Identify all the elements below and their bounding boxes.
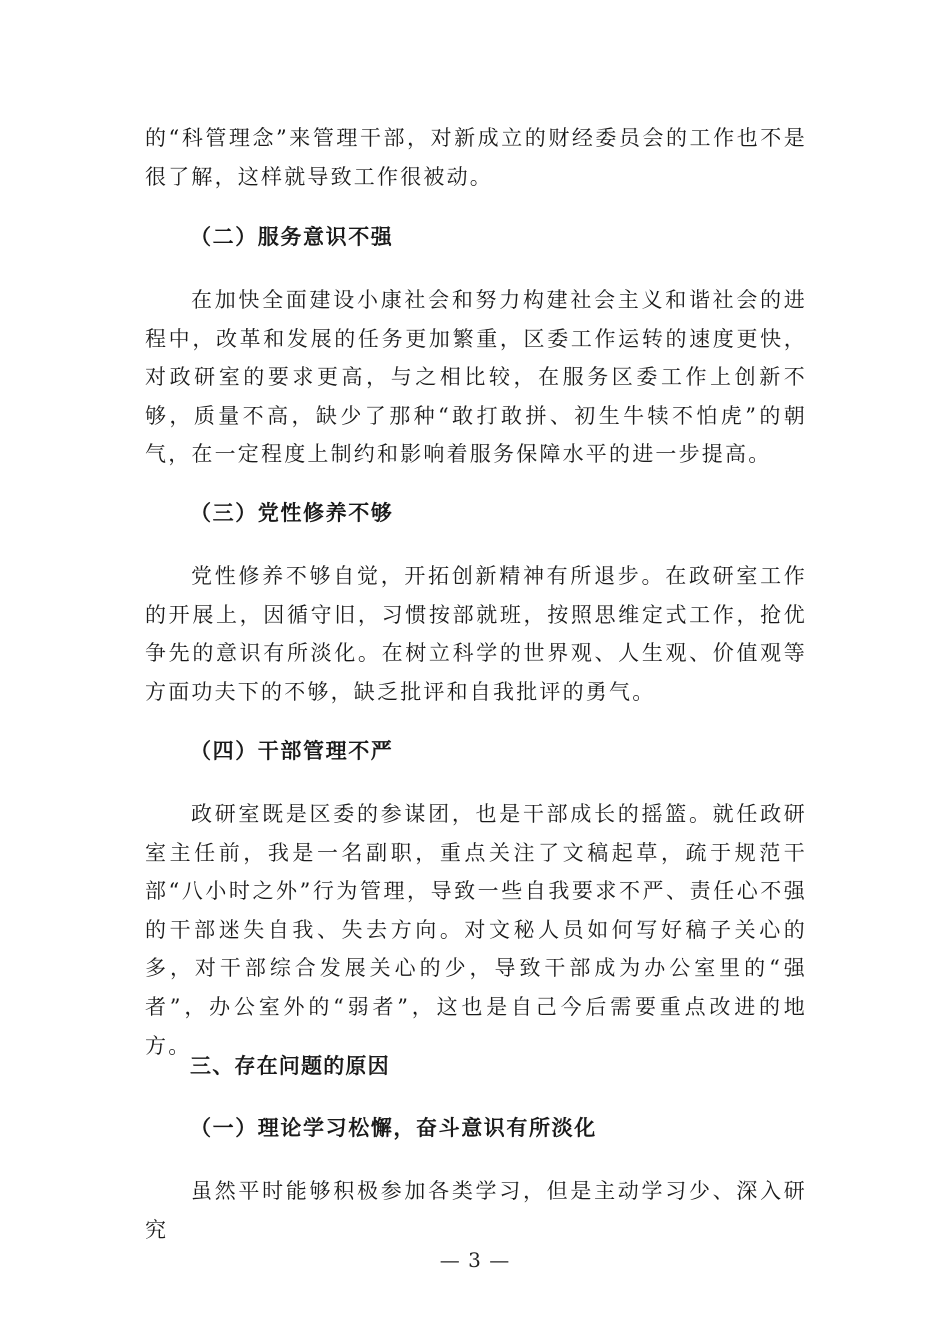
section-heading-4: （四）干部管理不严 bbox=[190, 739, 394, 763]
continuation-paragraph: 的“科管理念”来管理干部，对新成立的财经委员会的工作也不是很了解，这样就导致工作很被动。 bbox=[145, 126, 807, 189]
part-section-heading-1: （一）理论学习松懈，奋斗意识有所淡化 bbox=[190, 1116, 597, 1140]
section-paragraph-2: 在加快全面建设小康社会和努力构建社会主义和谐社会的进程中，改革和发展的任务更加繁重，区委工作运转的速度更快，对政研室的要求更高，与之相比较，在服务区委工作上创新不够，质量不高，缺少了那种“敢打敢拼、初生牛犊不怕虎”的朝气，在一定程度上制约和影响着服务保障水平的进一步提高。 bbox=[145, 288, 807, 467]
section-heading-3: （三）党性修养不够 bbox=[190, 501, 394, 525]
section-paragraph-4: 政研室既是区委的参谋团，也是干部成长的摇篮。就任政研室主任前，我是一名副职，重点关注了文稿起草，疏于规范干部“八小时之外”行为管理，导致一些自我要求不严、责任心不强的干部迷失自我、失去方向。对文秘人员如何写好稿子关心的多，对干部综合发展关心的少，导致干部成为办公室里的“强者”，办公室外的“弱者”，这也是自己今后需要重点改进的地方。 bbox=[145, 802, 807, 1058]
part-section-paragraph-1: 虽然平时能够积极参加各类学习，但是主动学习少、深入研究 bbox=[145, 1179, 807, 1242]
section-heading-2: （二）服务意识不强 bbox=[190, 225, 394, 249]
page-number: — 3 — bbox=[439, 1248, 511, 1272]
section-paragraph-3: 党性修养不够自觉，开拓创新精神有所退步。在政研室工作的开展上，因循守旧，习惯按部就班，按照思维定式工作，抢优争先的意识有所淡化。在树立科学的世界观、人生观、价值观等方面功夫下的不够，缺乏批评和自我批评的勇气。 bbox=[145, 564, 807, 704]
part-heading: 三、存在问题的原因 bbox=[190, 1054, 390, 1078]
